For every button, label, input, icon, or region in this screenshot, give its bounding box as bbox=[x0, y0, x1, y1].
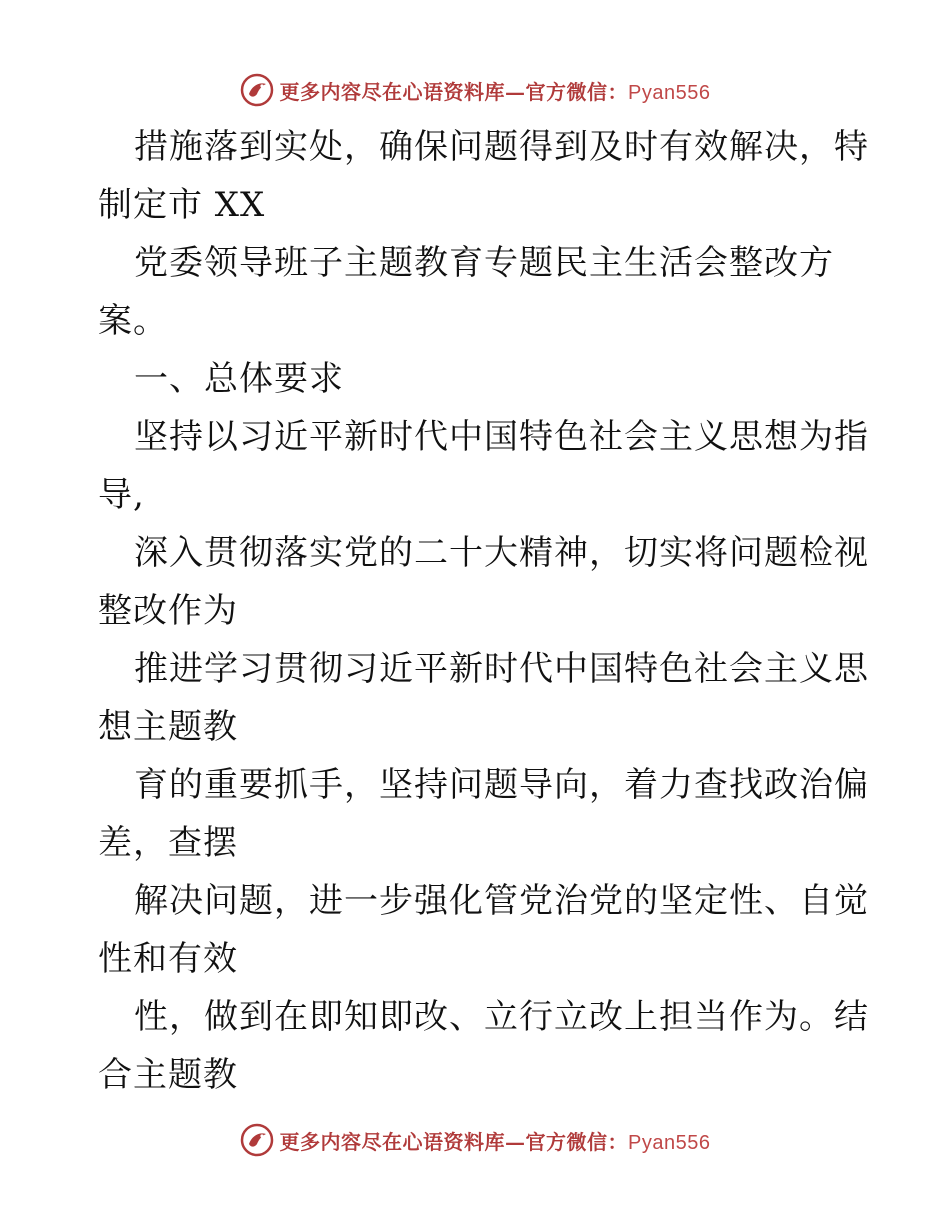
body-line: 深入贯彻落实党的二十大精神，切实将问题检视 bbox=[134, 533, 869, 573]
body-line: 性和有效 bbox=[98, 939, 238, 979]
body-line: 党委领导班子主题教育专题民主生活会整改方 bbox=[134, 243, 834, 283]
body-line: 制定市 XX bbox=[98, 185, 266, 225]
footer-watermark-banner bbox=[0, 1120, 950, 1160]
section-heading: 一、总体要求 bbox=[134, 359, 344, 399]
body-line: 整改作为 bbox=[98, 591, 238, 631]
body-line: 性，做到在即知即改、立行立改上担当作为。结 bbox=[134, 997, 869, 1037]
body-line: 推进学习贯彻习近平新时代中国特色社会主义思 bbox=[134, 649, 869, 689]
red-bird-seal-icon bbox=[240, 73, 274, 107]
body-line: 想主题教 bbox=[98, 707, 238, 747]
body-line: 坚持以习近平新时代中国特色社会主义思想为指 bbox=[134, 417, 869, 457]
header-watermark-banner bbox=[0, 70, 950, 110]
watermark-text: 更多内容尽在心语资料库—官方微信：Pyan556 bbox=[279, 79, 711, 104]
body-line: 措施落到实处，确保问题得到及时有效解决，特 bbox=[134, 127, 869, 167]
body-line: 案。 bbox=[98, 301, 168, 341]
body-line: 导, bbox=[98, 475, 145, 515]
body-line: 合主题教 bbox=[98, 1055, 238, 1095]
body-line: 解决问题，进一步强化管党治党的坚定性、自觉 bbox=[134, 881, 869, 921]
watermark-text: 更多内容尽在心语资料库—官方微信：Pyan556 bbox=[279, 1129, 711, 1154]
body-line: 差，查摆 bbox=[98, 823, 238, 863]
body-line: 育的重要抓手，坚持问题导向，着力查找政治偏 bbox=[134, 765, 869, 805]
document-body bbox=[98, 118, 869, 1104]
red-bird-seal-icon bbox=[240, 1123, 274, 1157]
